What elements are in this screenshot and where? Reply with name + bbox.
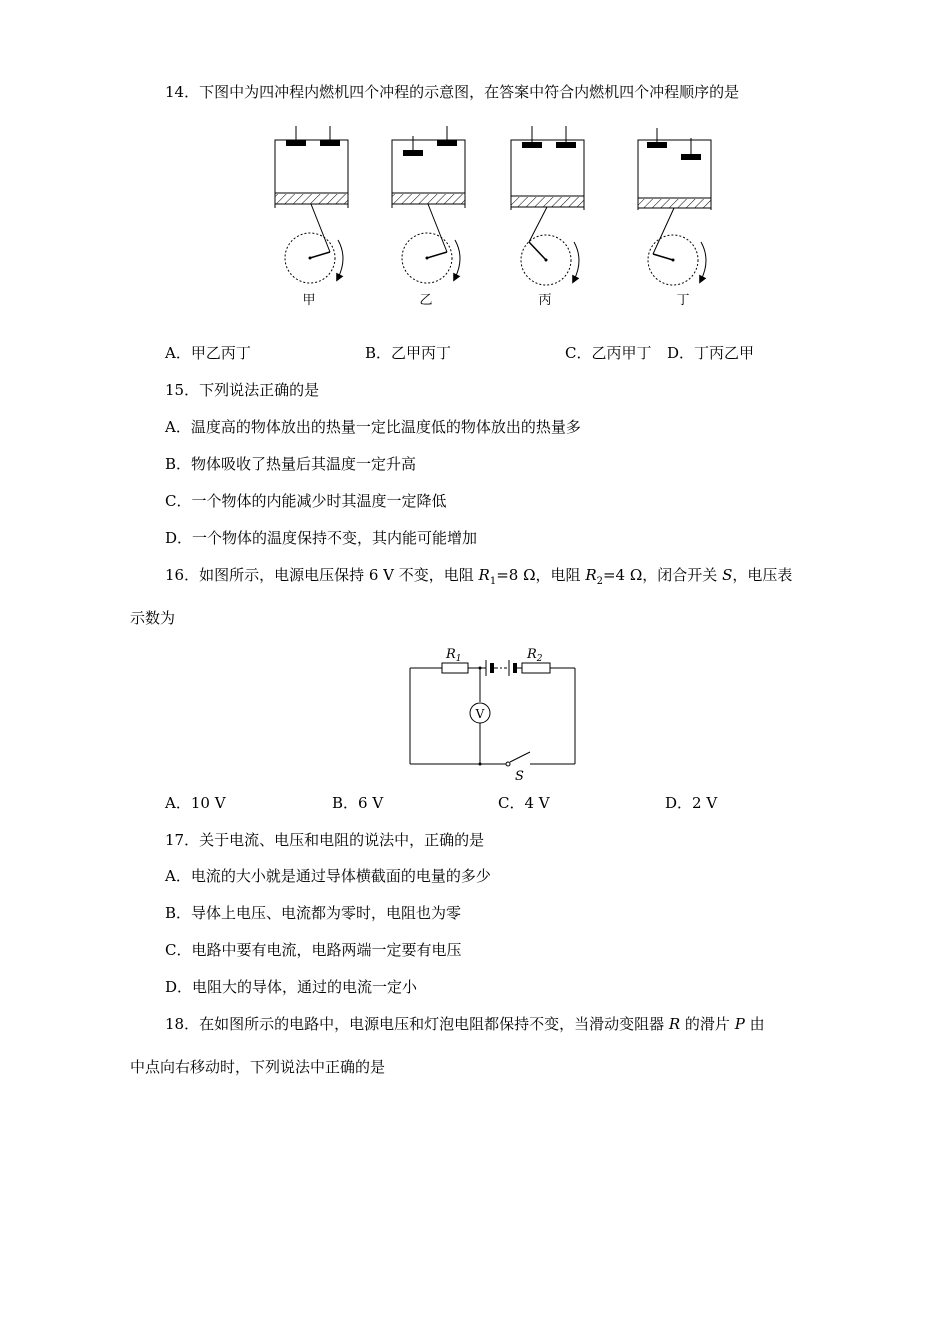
q16-option-b[interactable]: B．6 V [332, 794, 384, 812]
q16-option-a[interactable]: A．10 V [165, 794, 226, 812]
q14-option-a[interactable]: A．甲乙丙丁 [165, 344, 251, 362]
r2-label: R [527, 647, 537, 662]
q16-option-c[interactable]: C．4 V [498, 794, 550, 812]
q18-text-2: 的滑片 [680, 1015, 735, 1033]
q15-option-d[interactable]: D．一个物体的温度保持不变，其内能可能增加 [165, 529, 478, 547]
q18-r: R [668, 1015, 681, 1033]
q18-stem [165, 1014, 765, 1034]
engine-stroke-diagrams [260, 118, 730, 318]
q14-option-d[interactable]: D．丁丙乙甲 [667, 344, 755, 362]
label-ding: 丁 [676, 293, 690, 308]
q16-text-1: 16．如图所示，电源电压保持 6 V 不变，电阻 [165, 566, 479, 584]
q16-stem [165, 565, 792, 592]
label-bing: 丙 [538, 293, 552, 308]
voltmeter-label: V [475, 707, 485, 721]
q17-option-d[interactable]: D．电阻大的导体，通过的电流一定小 [165, 978, 418, 996]
svg-text:R1 [445, 647, 462, 664]
circuit-diagram [400, 640, 585, 785]
r2-label-sub: 2 [536, 654, 543, 664]
engine-yi [392, 126, 465, 308]
q14-option-b[interactable]: B．乙甲丙丁 [365, 344, 452, 362]
q16-r1-sub: 1 [489, 576, 497, 587]
q15-option-a[interactable]: A．温度高的物体放出的热量一定比温度低的物体放出的热量多 [165, 418, 581, 436]
q17-stem: 17．关于电流、电压和电阻的说法中，正确的是 [165, 831, 485, 849]
resistor-r2 [522, 663, 550, 673]
q15-stem: 15．下列说法正确的是 [165, 381, 320, 399]
q16-text-4: ，电压表 [732, 566, 793, 584]
q17-option-b[interactable]: B．导体上电压、电流都为零时，电阻也为零 [165, 904, 462, 922]
r1-label: R [446, 647, 456, 662]
q18-text-3: 由 [744, 1015, 765, 1033]
resistor-r1 [442, 663, 468, 673]
q17-option-c[interactable]: C．电路中要有电流，电路两端一定要有电压 [165, 941, 462, 959]
q18-text-1: 18．在如图所示的电路中，电源电压和灯泡电阻都保持不变，当滑动变阻器 [165, 1015, 669, 1033]
engine-ding [638, 128, 711, 308]
q15-option-c[interactable]: C．一个物体的内能减少时其温度一定降低 [165, 492, 447, 510]
engine-bing [511, 126, 584, 308]
q16-text-2: =8 Ω，电阻 [496, 566, 586, 584]
switch-label: S [515, 769, 524, 784]
q16-text-3: =4 Ω，闭合开关 [602, 566, 723, 584]
q15-option-b[interactable]: B．物体吸收了热量后其温度一定升高 [165, 455, 417, 473]
q16-r2: R [585, 566, 597, 584]
r1-label-sub: 1 [455, 654, 462, 664]
q16-stem-line2: 示数为 [130, 609, 176, 627]
q16-s: S [722, 566, 733, 584]
q16-option-d[interactable]: D．2 V [665, 794, 718, 812]
label-jia: 甲 [302, 293, 316, 308]
q14-stem: 14．下图中为四冲程内燃机四个冲程的示意图，在答案中符合内燃机四个冲程顺序的是 [165, 83, 740, 101]
q18-stem-line2: 中点向右移动时，下列说法中正确的是 [130, 1058, 386, 1076]
q18-p: P [734, 1015, 745, 1033]
label-yi: 乙 [419, 293, 433, 308]
svg-text:R2 [526, 647, 543, 664]
engine-jia [275, 126, 348, 308]
q16-r2-sub: 2 [596, 576, 603, 587]
q17-option-a[interactable]: A．电流的大小就是通过导体横截面的电量的多少 [165, 867, 491, 885]
q14-option-c[interactable]: C．乙丙甲丁 [565, 344, 652, 362]
q16-r1: R [478, 566, 490, 584]
